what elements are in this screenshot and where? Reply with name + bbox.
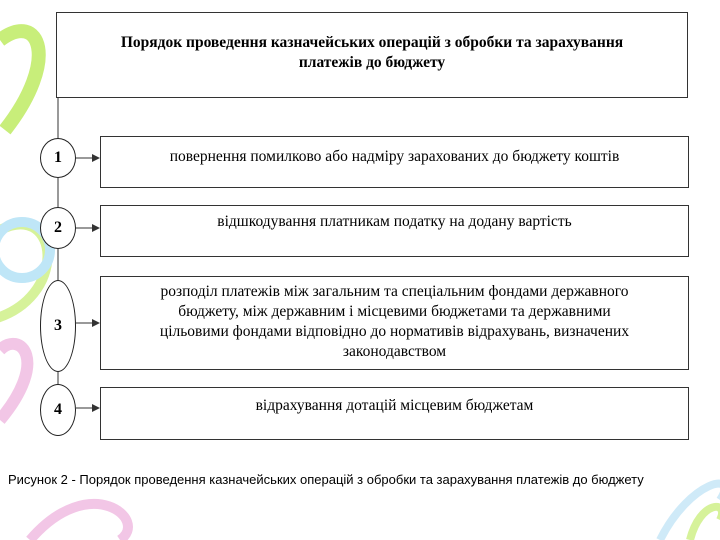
step-text-line: розподіл платежів між загальним та спеціальним фондами державного bbox=[160, 283, 629, 300]
title-line-1: Порядок проведення казначейських операцій з обробки та зарахування bbox=[120, 34, 624, 51]
step-box-3 bbox=[100, 276, 689, 370]
step-number-1 bbox=[40, 138, 76, 178]
green-swirl bbox=[0, 31, 39, 130]
step-text-line: повернення помилково або надміру зарахованих до бюджету коштів bbox=[169, 148, 620, 165]
step-number-4 bbox=[40, 384, 76, 436]
step-box-4 bbox=[100, 387, 689, 440]
step-text-line: законодавством bbox=[342, 343, 447, 360]
figure-caption: Рисунок 2 - Порядок проведення казначейських операцій з обробки та зарахування платежів до бюджету bbox=[8, 472, 644, 487]
step-number-label: 2 bbox=[54, 219, 62, 236]
step-text-line: відрахування дотацій місцевим бюджетам bbox=[255, 397, 534, 414]
step-number-label: 4 bbox=[54, 401, 62, 418]
step-number-3 bbox=[40, 280, 76, 372]
pink-swirl bbox=[30, 504, 128, 540]
step-number-label: 3 bbox=[54, 317, 62, 334]
step-text-line: бюджету, між державним і місцевими бюджетами та державними bbox=[178, 303, 611, 320]
step-text-line: відшкодування платникам податку на додану вартість bbox=[217, 213, 572, 230]
step-number-label: 1 bbox=[54, 149, 62, 166]
diagram-title-box bbox=[56, 12, 688, 98]
pink-swirl bbox=[0, 344, 27, 420]
step-box-1 bbox=[100, 136, 689, 188]
step-box-2 bbox=[100, 205, 689, 257]
green-swirl bbox=[690, 507, 720, 540]
step-text-line: цільовими фондами відповідно до нормативів відрахувань, визначених bbox=[159, 323, 630, 340]
title-line-2: платежів до бюджету bbox=[298, 54, 446, 71]
step-number-2 bbox=[40, 207, 76, 249]
